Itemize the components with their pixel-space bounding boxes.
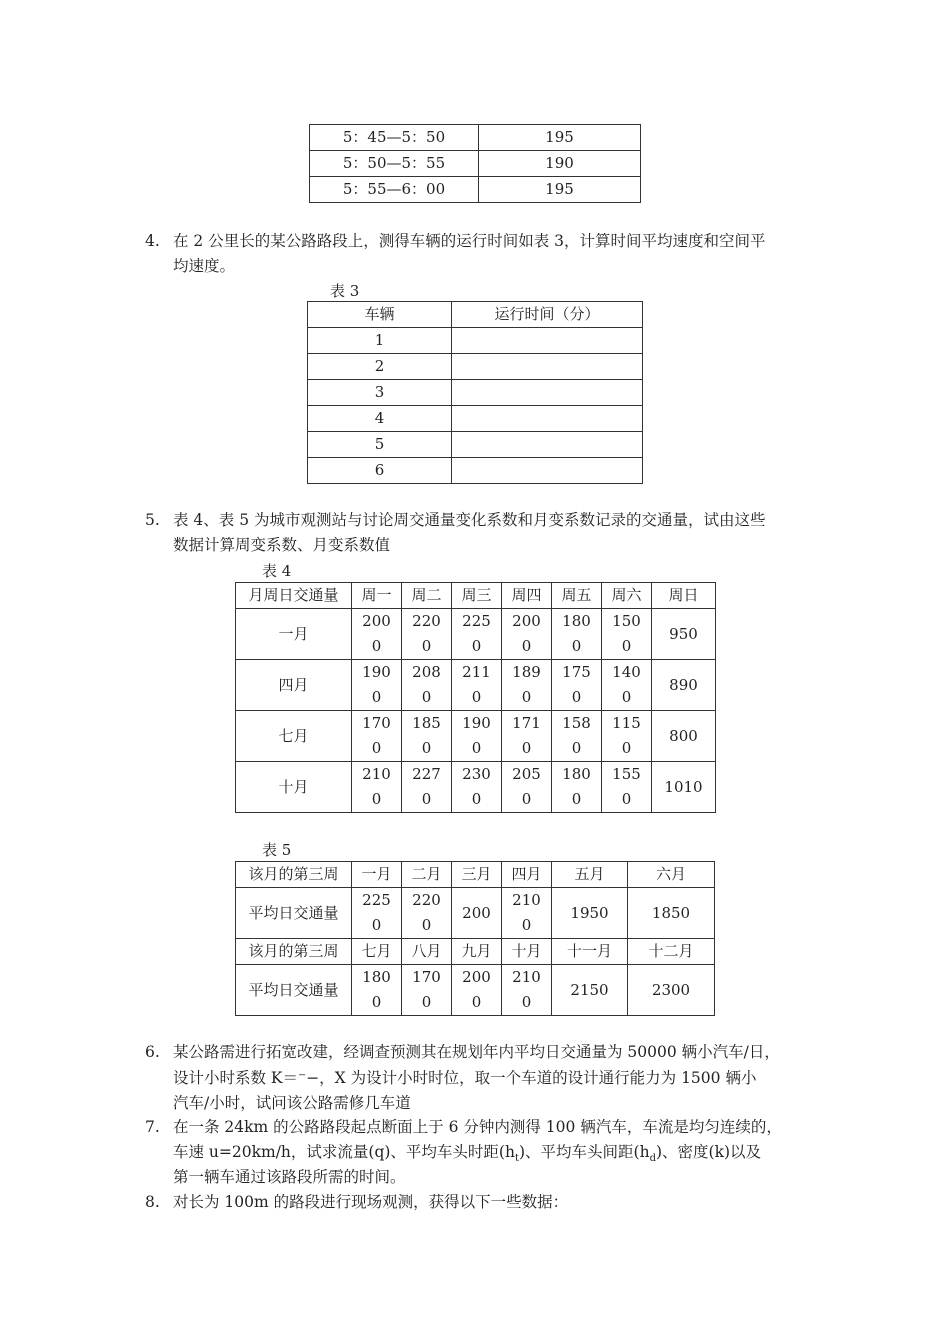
time-cell bbox=[452, 458, 643, 484]
value-line: 171 bbox=[512, 714, 541, 732]
vehicle-cell: 6 bbox=[308, 458, 452, 484]
column-header: 周六 bbox=[602, 583, 652, 609]
value-line: 180 bbox=[562, 612, 591, 630]
value-cell bbox=[452, 965, 502, 1016]
question-7-text: 车速 u=20km/h，试求流量(q)、平均车头时距(h bbox=[173, 1143, 515, 1161]
value-cell bbox=[402, 711, 452, 762]
value-line: 0 bbox=[421, 637, 432, 655]
time-cell bbox=[452, 432, 643, 458]
table-row bbox=[310, 151, 641, 177]
month-header: 十月 bbox=[502, 939, 552, 965]
value-line: 0 bbox=[421, 739, 432, 757]
value-line: 0 bbox=[471, 790, 482, 808]
value-cell: 1850 bbox=[628, 888, 715, 939]
value-cell bbox=[602, 711, 652, 762]
value-line: 0 bbox=[471, 739, 482, 757]
question-7-text: )、密度(k)以及 bbox=[655, 1143, 762, 1161]
month-cell: 四月 bbox=[236, 660, 352, 711]
value-line: 190 bbox=[362, 663, 391, 681]
question-6-line-1: 某公路需进行拓宽改建，经调查预测其在规划年内平均日交通量为 50000 辆小汽车/日， bbox=[173, 1043, 780, 1061]
value-line: 205 bbox=[512, 765, 541, 783]
vehicle-cell: 2 bbox=[308, 354, 452, 380]
month-header: 三月 bbox=[452, 862, 502, 888]
value-line: 225 bbox=[362, 891, 391, 909]
value-cell bbox=[552, 609, 602, 660]
value-line: 0 bbox=[371, 916, 382, 934]
table-row bbox=[236, 862, 715, 888]
value-line: 208 bbox=[412, 663, 441, 681]
value-line: 0 bbox=[571, 739, 582, 757]
value-cell bbox=[352, 762, 402, 813]
question-7-line-1: 在一条 24km 的公路路段起点断面上于 6 分钟内测得 100 辆汽车，车流是均匀连续的， bbox=[173, 1118, 782, 1136]
value-line: 0 bbox=[371, 739, 382, 757]
question-8-line-1: 对长为 100m 的路段进行现场观测，获得以下一些数据： bbox=[173, 1193, 569, 1211]
column-header: 周二 bbox=[402, 583, 452, 609]
value-line: 0 bbox=[621, 739, 632, 757]
table-header-row bbox=[236, 583, 716, 609]
question-number: 4. bbox=[145, 232, 160, 250]
value-cell bbox=[352, 660, 402, 711]
value-line: 185 bbox=[412, 714, 441, 732]
value-line: 140 bbox=[612, 663, 641, 681]
month-header: 一月 bbox=[352, 862, 402, 888]
sunday-cell: 950 bbox=[652, 609, 716, 660]
vehicle-cell: 3 bbox=[308, 380, 452, 406]
value-cell bbox=[402, 965, 452, 1016]
value-line: 0 bbox=[571, 688, 582, 706]
value-line: 0 bbox=[521, 790, 532, 808]
value-line: 200 bbox=[362, 612, 391, 630]
column-header: 周日 bbox=[652, 583, 716, 609]
question-number: 5. bbox=[145, 511, 160, 529]
value-line: 0 bbox=[371, 637, 382, 655]
value-line: 0 bbox=[571, 790, 582, 808]
value-cell bbox=[502, 609, 552, 660]
table-row bbox=[236, 965, 715, 1016]
sunday-cell: 890 bbox=[652, 660, 716, 711]
table-row bbox=[236, 660, 716, 711]
time-cell bbox=[452, 380, 643, 406]
value-cell: 200 bbox=[452, 888, 502, 939]
value-cell: 195 bbox=[479, 125, 641, 151]
sunday-cell: 1010 bbox=[652, 762, 716, 813]
value-line: 150 bbox=[612, 612, 641, 630]
vehicle-cell: 5 bbox=[308, 432, 452, 458]
value-cell bbox=[352, 609, 402, 660]
table-3-caption: 表 3 bbox=[330, 282, 360, 300]
table-row bbox=[236, 762, 716, 813]
row-label: 平均日交通量 bbox=[236, 888, 352, 939]
value-line: 210 bbox=[512, 891, 541, 909]
time-cell bbox=[452, 354, 643, 380]
month-header: 二月 bbox=[402, 862, 452, 888]
table-top bbox=[309, 124, 641, 203]
value-line: 0 bbox=[621, 637, 632, 655]
column-header: 运行时间（分） bbox=[452, 302, 643, 328]
question-4-line-2: 均速度。 bbox=[173, 257, 236, 275]
value-line: 155 bbox=[612, 765, 641, 783]
table-5-caption: 表 5 bbox=[262, 841, 292, 859]
value-line: 0 bbox=[521, 993, 532, 1011]
time-cell: 5：55—6：00 bbox=[310, 177, 479, 203]
column-header: 周四 bbox=[502, 583, 552, 609]
value-line: 0 bbox=[571, 637, 582, 655]
value-cell bbox=[402, 660, 452, 711]
month-header: 十二月 bbox=[628, 939, 715, 965]
month-header: 五月 bbox=[552, 862, 628, 888]
value-line: 0 bbox=[421, 688, 432, 706]
table-5 bbox=[235, 861, 715, 1016]
table-row bbox=[308, 406, 643, 432]
question-6-line-2: 设计小时系数 K＝⁻−，X 为设计小时时位，取一个车道的设计通行能力为 1500 辆小 bbox=[173, 1069, 757, 1087]
question-5-line-2: 数据计算周变系数、月变系数值 bbox=[173, 536, 391, 554]
value-line: 0 bbox=[371, 688, 382, 706]
table-row bbox=[310, 177, 641, 203]
value-cell bbox=[352, 888, 402, 939]
table-3 bbox=[307, 301, 643, 484]
vehicle-cell: 1 bbox=[308, 328, 452, 354]
value-line: 225 bbox=[462, 612, 491, 630]
month-cell: 七月 bbox=[236, 711, 352, 762]
subscript: t bbox=[514, 1153, 519, 1165]
value-line: 0 bbox=[471, 637, 482, 655]
column-header: 月周日交通量 bbox=[236, 583, 352, 609]
value-line: 210 bbox=[362, 765, 391, 783]
table-row bbox=[236, 888, 715, 939]
month-header: 六月 bbox=[628, 862, 715, 888]
row-label: 平均日交通量 bbox=[236, 965, 352, 1016]
value-cell bbox=[602, 660, 652, 711]
value-cell bbox=[602, 762, 652, 813]
value-line: 0 bbox=[521, 637, 532, 655]
value-line: 0 bbox=[521, 688, 532, 706]
value-cell bbox=[452, 711, 502, 762]
question-5-line-1: 表 4、表 5 为城市观测站与讨论周交通量变化系数和月变系数记录的交通量，试由这些 bbox=[173, 511, 766, 529]
table-4 bbox=[235, 582, 716, 813]
value-cell: 1950 bbox=[552, 888, 628, 939]
value-cell bbox=[452, 660, 502, 711]
table-row bbox=[308, 458, 643, 484]
value-line: 115 bbox=[612, 714, 641, 732]
value-line: 227 bbox=[412, 765, 441, 783]
table-row bbox=[236, 711, 716, 762]
value-cell bbox=[552, 660, 602, 711]
time-cell bbox=[452, 328, 643, 354]
value-line: 0 bbox=[521, 739, 532, 757]
value-cell: 2150 bbox=[552, 965, 628, 1016]
time-cell: 5：50—5：55 bbox=[310, 151, 479, 177]
table-row bbox=[310, 125, 641, 151]
column-header: 周三 bbox=[452, 583, 502, 609]
value-line: 158 bbox=[562, 714, 591, 732]
value-line: 0 bbox=[371, 993, 382, 1011]
value-line: 0 bbox=[421, 916, 432, 934]
value-line: 170 bbox=[362, 714, 391, 732]
value-cell bbox=[552, 711, 602, 762]
table-header-row bbox=[308, 302, 643, 328]
value-line: 200 bbox=[462, 968, 491, 986]
value-cell bbox=[502, 711, 552, 762]
value-cell: 190 bbox=[479, 151, 641, 177]
column-header: 周一 bbox=[352, 583, 402, 609]
month-cell: 一月 bbox=[236, 609, 352, 660]
table-row bbox=[308, 432, 643, 458]
vehicle-cell: 4 bbox=[308, 406, 452, 432]
value-line: 220 bbox=[412, 612, 441, 630]
question-number: 6. bbox=[145, 1043, 160, 1061]
month-header: 九月 bbox=[452, 939, 502, 965]
value-cell bbox=[402, 888, 452, 939]
value-line: 0 bbox=[471, 688, 482, 706]
value-cell bbox=[352, 711, 402, 762]
value-line: 170 bbox=[412, 968, 441, 986]
time-cell: 5：45—5：50 bbox=[310, 125, 479, 151]
value-cell bbox=[402, 762, 452, 813]
value-cell bbox=[452, 609, 502, 660]
value-line: 200 bbox=[512, 612, 541, 630]
table-row bbox=[236, 609, 716, 660]
month-cell: 十月 bbox=[236, 762, 352, 813]
value-cell bbox=[502, 888, 552, 939]
table-row bbox=[308, 354, 643, 380]
value-line: 189 bbox=[512, 663, 541, 681]
value-cell bbox=[502, 762, 552, 813]
month-header: 七月 bbox=[352, 939, 402, 965]
value-cell bbox=[402, 609, 452, 660]
month-header: 四月 bbox=[502, 862, 552, 888]
time-cell bbox=[452, 406, 643, 432]
table-row bbox=[236, 939, 715, 965]
table-4-caption: 表 4 bbox=[262, 562, 292, 580]
sunday-cell: 800 bbox=[652, 711, 716, 762]
value-line: 0 bbox=[371, 790, 382, 808]
value-line: 190 bbox=[462, 714, 491, 732]
column-header: 周五 bbox=[552, 583, 602, 609]
value-cell: 195 bbox=[479, 177, 641, 203]
question-number: 8. bbox=[145, 1193, 160, 1211]
value-cell bbox=[352, 965, 402, 1016]
month-header: 八月 bbox=[402, 939, 452, 965]
month-header: 十一月 bbox=[552, 939, 628, 965]
value-line: 211 bbox=[462, 663, 491, 681]
value-line: 175 bbox=[562, 663, 591, 681]
value-line: 0 bbox=[421, 993, 432, 1011]
question-6-line-3: 汽车/小时，试问该公路需修几车道 bbox=[173, 1094, 411, 1112]
column-header: 车辆 bbox=[308, 302, 452, 328]
question-7-text: )、平均车头间距(h bbox=[519, 1143, 650, 1161]
value-line: 210 bbox=[512, 968, 541, 986]
value-cell: 2300 bbox=[628, 965, 715, 1016]
value-line: 0 bbox=[621, 688, 632, 706]
row-label: 该月的第三周 bbox=[236, 939, 352, 965]
value-line: 230 bbox=[462, 765, 491, 783]
table-row bbox=[308, 328, 643, 354]
value-line: 0 bbox=[621, 790, 632, 808]
table-row bbox=[308, 380, 643, 406]
value-line: 0 bbox=[421, 790, 432, 808]
value-line: 220 bbox=[412, 891, 441, 909]
value-cell bbox=[502, 965, 552, 1016]
value-line: 180 bbox=[362, 968, 391, 986]
row-label: 该月的第三周 bbox=[236, 862, 352, 888]
question-number: 7. bbox=[145, 1118, 160, 1136]
value-cell bbox=[552, 762, 602, 813]
value-line: 0 bbox=[521, 916, 532, 934]
value-cell bbox=[502, 660, 552, 711]
value-cell bbox=[452, 762, 502, 813]
question-7-line-3: 第一辆车通过该路段所需的时间。 bbox=[173, 1168, 406, 1186]
value-cell bbox=[602, 609, 652, 660]
subscript: d bbox=[649, 1153, 656, 1165]
question-4-line-1: 在 2 公里长的某公路路段上，测得车辆的运行时间如表 3，计算时间平均速度和空间平 bbox=[173, 232, 766, 250]
value-line: 180 bbox=[562, 765, 591, 783]
value-line: 0 bbox=[471, 993, 482, 1011]
